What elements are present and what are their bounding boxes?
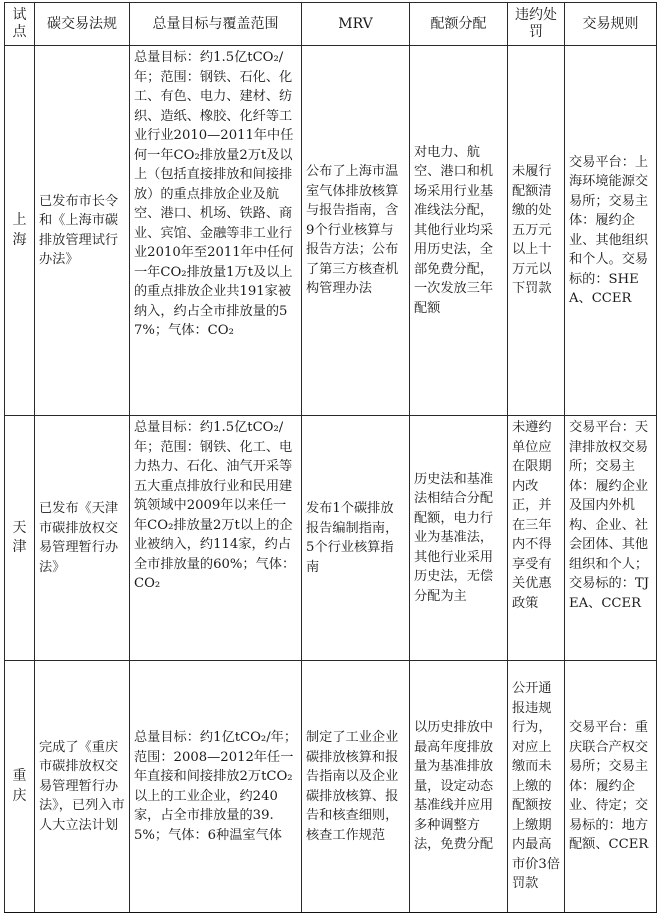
cell-law: 完成了《重庆市碳排放权交易管理暂行办法》，已列入市人大立法计划 [35,661,130,913]
header-scope: 总量目标与覆盖范围 [130,3,302,46]
table-row [5,46,657,416]
cell-rules: 交易平台：重庆联合产权交易所；交易主体：履约企业、待定；交易标的：地方配额、CCER [565,661,657,913]
cell-allocation: 历史法和基准法相结合分配配额，电力行业为基准法，其他行业采用历史法，无偿分配为主 [410,416,508,661]
header-row [5,3,657,46]
cell-mrv: 公布了上海市温室气体排放核算与报告指南，含9个行业核算与报告方法；公布了第三方核查机构管理办法 [302,46,410,416]
header-penalty: 违约处罚 [508,3,565,46]
cell-law: 已发布《天津市碳排放权交易管理暂行办法》 [35,416,130,661]
carbon-pilot-table [4,2,657,913]
header-law: 碳交易法规 [35,3,130,46]
cell-penalty: 未遵约单位应在限期内改正，并在三年内不得享受有关优惠政策 [508,416,565,661]
cell-allocation: 对电力、航空、港口和机场采用行业基准线法分配，其他行业均采用历史法，全部免费分配，一次发放三年配额 [410,46,508,416]
cell-scope: 总量目标：约1.5亿tCO₂/年；范围：钢铁、化工、电力热力、石化、油气开采等五大重点排放行业和民用建筑领域中2009年以来任一年CO₂排放量2万t以上的企业被纳入，约114家，约占全市排放量的60%；气体：CO₂ [130,416,302,661]
cell-mrv: 制定了工业企业碳排放核算和报告指南以及企业碳排放核算、报告和核查细则，核查工作规范 [302,661,410,913]
cell-pilot: 上海 [5,46,35,416]
cell-rules: 交易平台：天津排放权交易所；交易主体：履约企业及国内外机构、企业、社会团体、其他组织和个人；交易标的：TJEA、CCER [565,416,657,661]
table-row [5,416,657,661]
cell-rules: 交易平台：上海环境能源交易所；交易主体：履约企业、其他组织和个人。交易标的：SHEA、CCER [565,46,657,416]
table-row [5,661,657,913]
header-allocation: 配额分配 [410,3,508,46]
cell-pilot: 天津 [5,416,35,661]
cell-pilot: 重庆 [5,661,35,913]
header-rules: 交易规则 [565,3,657,46]
header-pilot: 试点 [5,3,35,46]
cell-scope: 总量目标：约1亿tCO₂/年；范围：2008—2012年任一年直接和间接排放2万tCO₂以上的工业企业，约240家，占全市排放量的39.5%；气体：6种温室气体 [130,661,302,913]
cell-law: 已发布市长令和《上海市碳排放管理试行办法》 [35,46,130,416]
cell-penalty: 公开通报违规行为，对应上缴而未上缴的配额按上缴期内最高市价3倍罚款 [508,661,565,913]
cell-mrv: 发布1个碳排放报告编制指南，5个行业核算指南 [302,416,410,661]
cell-allocation: 以历史排放中最高年度排放量为基准排放量，设定动态基准线并应用多种调整方法，免费分配 [410,661,508,913]
cell-scope: 总量目标：约1.5亿tCO₂/年；范围：钢铁、石化、化工、有色、电力、建材、纺织、造纸、橡胶、化纤等工业行业2010—2011年中任何一年CO₂排放量2万t及以上（包括直接排放和间接排放）的重点排放企业及航空、港口、机场、铁路、商业、宾馆、金融等非工业行业2010年至2011年中任何一年CO₂排放量1万t及以上的重点排放企业共191家被纳入，约占全市排放量的57%；气体：CO₂ [130,46,302,416]
header-mrv: MRV [302,3,410,46]
cell-penalty: 未履行配额清缴的处五万元以上十万元以下罚款 [508,46,565,416]
